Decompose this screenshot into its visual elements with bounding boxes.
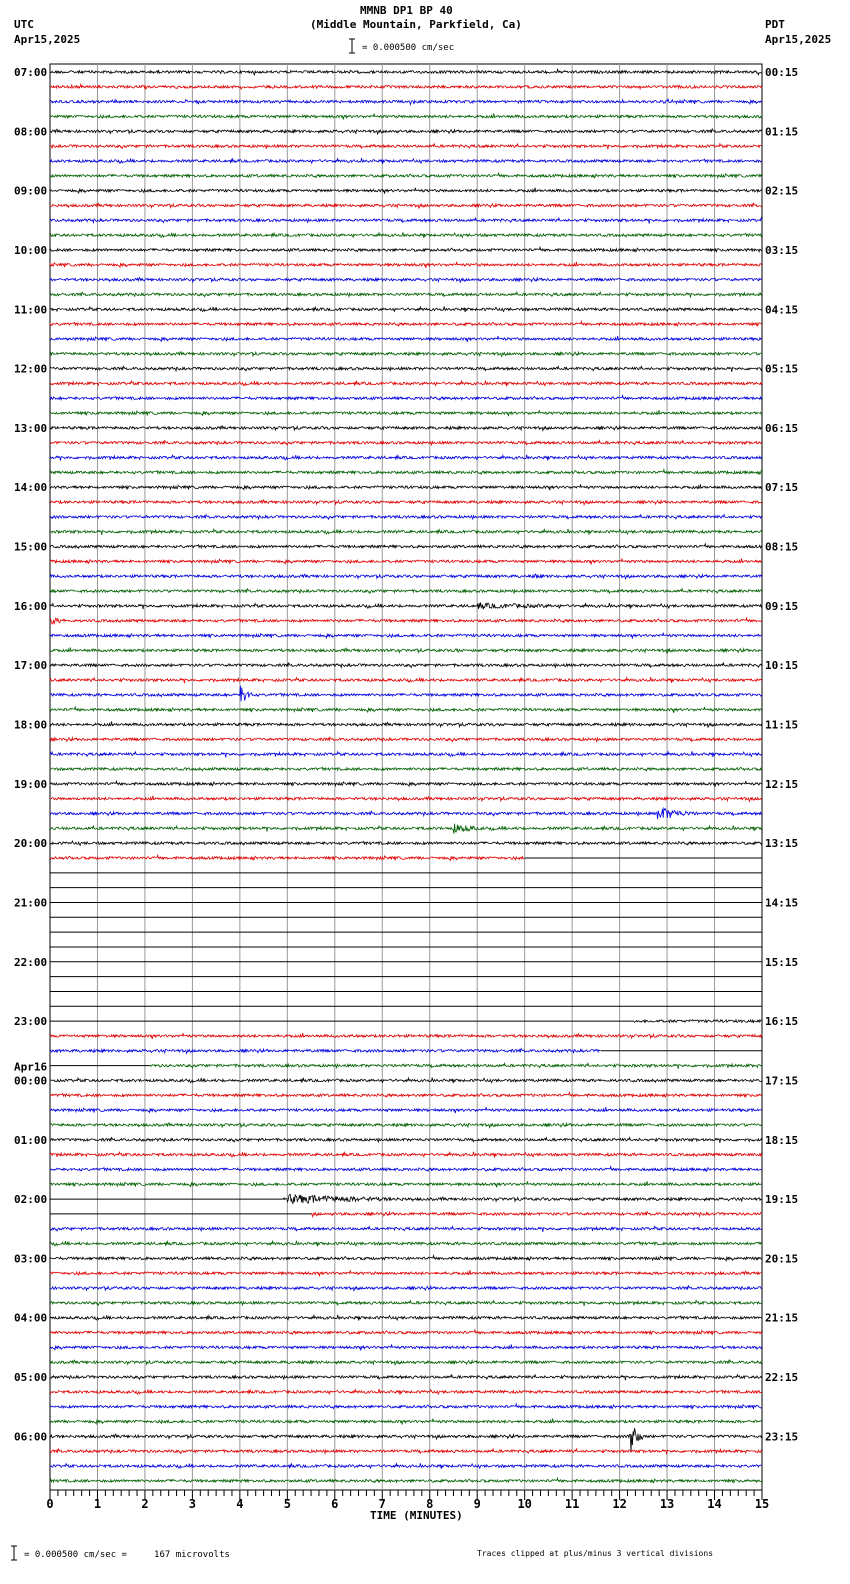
trace-row <box>50 441 762 446</box>
trace-row <box>50 1226 762 1232</box>
utc-hour-label: 04:00 <box>14 1311 48 1325</box>
trace-row <box>50 262 762 268</box>
x-tick-label: 5 <box>283 1497 291 1511</box>
trace-row <box>311 1212 762 1217</box>
pdt-hour-label: 08:15 <box>765 540 799 554</box>
trace-row <box>50 1389 762 1395</box>
pdt-hour-label: 13:15 <box>765 837 799 851</box>
utc-hour-label: 01:00 <box>14 1133 48 1147</box>
trace-row <box>50 1093 762 1098</box>
utc-hour-label: 06:00 <box>14 1430 48 1444</box>
utc-hour-label: 19:00 <box>14 777 48 791</box>
x-tick-label: 8 <box>426 1497 434 1511</box>
trace-row <box>50 1181 762 1187</box>
x-tick-label: 10 <box>517 1497 532 1511</box>
trace-row <box>50 84 762 89</box>
utc-hour-label: 22:00 <box>14 955 48 969</box>
utc-hour-label: 13:00 <box>14 421 48 435</box>
trace-row <box>50 618 762 624</box>
utc-hour-label: 00:00 <box>14 1074 48 1088</box>
scale-label: = 0.000500 cm/sec <box>362 43 455 53</box>
x-tick-label: 14 <box>707 1497 722 1511</box>
x-axis-label: TIME (MINUTES) <box>370 1509 463 1522</box>
trace-row <box>50 188 762 194</box>
utc-hour-label: 15:00 <box>14 540 48 554</box>
utc-hour-label: 16:00 <box>14 599 48 613</box>
trace-row <box>50 722 762 728</box>
trace-row <box>50 633 762 639</box>
utc-hour-label: 09:00 <box>14 184 48 198</box>
trace-row <box>50 1286 762 1291</box>
trace-row <box>50 455 762 461</box>
footer-scale-label: = 0.000500 cm/sec = 167 microvolts <box>24 1550 230 1560</box>
trace-row <box>50 1033 762 1039</box>
trace-row <box>50 1123 762 1128</box>
trace-row <box>50 589 762 594</box>
trace-row <box>50 218 762 224</box>
trace-row <box>50 426 762 431</box>
trace-row <box>50 1078 762 1084</box>
x-tick-label: 9 <box>473 1497 481 1511</box>
x-tick-label: 12 <box>612 1497 627 1511</box>
pdt-hour-label: 10:15 <box>765 659 799 673</box>
trace-row <box>50 381 762 387</box>
pdt-hour-label: 20:15 <box>765 1252 799 1266</box>
utc-hour-label: 17:00 <box>14 659 48 673</box>
pdt-hour-label: 17:15 <box>765 1074 799 1088</box>
pdt-hour-label: 21:15 <box>765 1311 799 1325</box>
pdt-hour-label: 15:15 <box>765 955 799 969</box>
utc-hour-label: 14:00 <box>14 481 48 495</box>
x-tick-label: 11 <box>564 1497 580 1511</box>
footer-scale-bar-icon <box>11 1546 17 1560</box>
trace-row <box>50 1375 762 1381</box>
trace-row <box>50 1152 762 1158</box>
pdt-hour-label: 12:15 <box>765 777 799 791</box>
trace-row <box>50 336 762 342</box>
x-tick-label: 2 <box>141 1497 149 1511</box>
trace-row <box>50 500 762 505</box>
trace-row <box>50 278 762 283</box>
trace-row <box>50 1315 762 1321</box>
trace-row <box>50 663 762 668</box>
trace-row <box>50 686 762 702</box>
utc-hour-label: 11:00 <box>14 303 48 317</box>
trace-row <box>50 99 762 104</box>
utc-hour-label: 18:00 <box>14 718 48 732</box>
utc-hour-label: 02:00 <box>14 1193 48 1207</box>
trace-row <box>50 232 762 238</box>
x-tick-label: 6 <box>331 1497 339 1511</box>
trace-row <box>50 1107 762 1113</box>
trace-row <box>50 529 762 535</box>
trace-row <box>50 544 762 549</box>
right-timezone: PDT <box>765 18 785 31</box>
pdt-hour-label: 00:15 <box>765 66 799 79</box>
trace-row <box>50 841 762 845</box>
trace-row <box>50 603 762 610</box>
pdt-hour-label: 14:15 <box>765 896 799 910</box>
pdt-hour-label: 16:15 <box>765 1015 799 1029</box>
trace-row <box>50 144 762 150</box>
right-date: Apr15,2025 <box>765 33 832 46</box>
pdt-hour-label: 22:15 <box>765 1371 799 1385</box>
trace-row <box>50 352 762 357</box>
pdt-hour-label: 09:15 <box>765 599 799 613</box>
trace-row <box>50 751 762 757</box>
trace-row <box>50 366 762 372</box>
utc-hour-label: 20:00 <box>14 837 48 851</box>
trace-row <box>50 1449 762 1454</box>
pdt-hour-label: 01:15 <box>765 125 799 139</box>
trace-row <box>50 677 762 683</box>
trace-row <box>50 321 762 326</box>
trace-row <box>50 1270 762 1276</box>
trace-row <box>50 574 762 579</box>
chart-title: MMNB DP1 BP 40 <box>360 4 453 17</box>
trace-row <box>50 1301 762 1307</box>
trace-row <box>283 1194 762 1203</box>
x-tick-label: 15 <box>754 1497 770 1511</box>
trace-row <box>50 796 762 802</box>
utc-hour-label: 12:00 <box>14 362 48 376</box>
trace-row <box>50 470 762 475</box>
utc-hour-label: 10:00 <box>14 243 48 257</box>
x-tick-label: 3 <box>188 1497 197 1511</box>
utc-hour-label: 05:00 <box>14 1371 48 1385</box>
left-date: Apr15,2025 <box>14 33 81 46</box>
trace-row <box>50 396 762 401</box>
trace-row <box>50 1330 762 1335</box>
trace-row <box>50 1344 762 1350</box>
trace-row <box>50 808 762 819</box>
pdt-hour-label: 06:15 <box>765 421 799 435</box>
utc-hour-label: 08:00 <box>14 125 48 139</box>
scale-bar-icon <box>349 39 355 53</box>
plot-frame <box>50 64 762 1490</box>
trace-row <box>50 737 762 742</box>
trace-row <box>50 306 762 312</box>
trace-row <box>50 484 762 490</box>
trace-row <box>50 1138 762 1143</box>
utc-hour-label: 07:00 <box>14 66 48 79</box>
x-tick-label: 4 <box>236 1497 244 1511</box>
date-change-label: Apr16 <box>14 1060 48 1074</box>
x-tick-label: 1 <box>93 1497 102 1511</box>
pdt-hour-label: 23:15 <box>765 1430 799 1444</box>
trace-row <box>50 1360 762 1365</box>
utc-hour-label: 21:00 <box>14 896 48 910</box>
clip-note: Traces clipped at plus/minus 3 vertical divisions <box>477 1549 714 1558</box>
pdt-hour-label: 04:15 <box>765 303 799 317</box>
trace-row <box>50 158 762 164</box>
trace-row <box>50 824 762 834</box>
trace-row <box>50 410 762 416</box>
trace-row <box>50 114 762 120</box>
trace-row <box>50 292 762 297</box>
trace-row <box>50 173 762 178</box>
trace-row <box>50 515 762 520</box>
trace-row <box>50 1256 762 1261</box>
trace-row <box>50 707 762 713</box>
trace-row <box>50 781 762 787</box>
trace-row <box>50 247 762 252</box>
pdt-hour-label: 19:15 <box>765 1193 799 1207</box>
pdt-hour-label: 03:15 <box>765 243 799 257</box>
x-tick-label: 0 <box>46 1497 54 1511</box>
left-timezone: UTC <box>14 18 34 31</box>
trace-row <box>50 1478 762 1483</box>
trace-row <box>50 647 762 653</box>
utc-hour-label: 03:00 <box>14 1252 48 1266</box>
trace-row <box>50 1167 762 1172</box>
pdt-hour-label: 18:15 <box>765 1133 799 1147</box>
trace-row <box>150 1063 762 1069</box>
trace-row <box>50 1419 762 1425</box>
pdt-hour-label: 11:15 <box>765 718 799 732</box>
trace-row <box>50 558 762 564</box>
trace-row <box>50 767 762 771</box>
station-location: (Middle Mountain, Parkfield, Ca) <box>310 18 522 31</box>
trace-row <box>50 1241 762 1247</box>
x-tick-label: 13 <box>659 1497 675 1511</box>
trace-row <box>50 1463 762 1469</box>
trace-row <box>50 1404 762 1409</box>
trace-row <box>50 129 762 134</box>
pdt-hour-label: 02:15 <box>765 184 799 198</box>
trace-row <box>50 1049 600 1054</box>
trace-row <box>634 1020 762 1023</box>
trace-row <box>50 203 762 208</box>
x-tick-label: 7 <box>378 1497 386 1511</box>
utc-hour-label: 23:00 <box>14 1015 48 1029</box>
pdt-hour-label: 05:15 <box>765 362 799 376</box>
trace-row <box>50 1428 762 1452</box>
trace-row <box>50 69 762 75</box>
pdt-hour-label: 07:15 <box>765 481 799 495</box>
